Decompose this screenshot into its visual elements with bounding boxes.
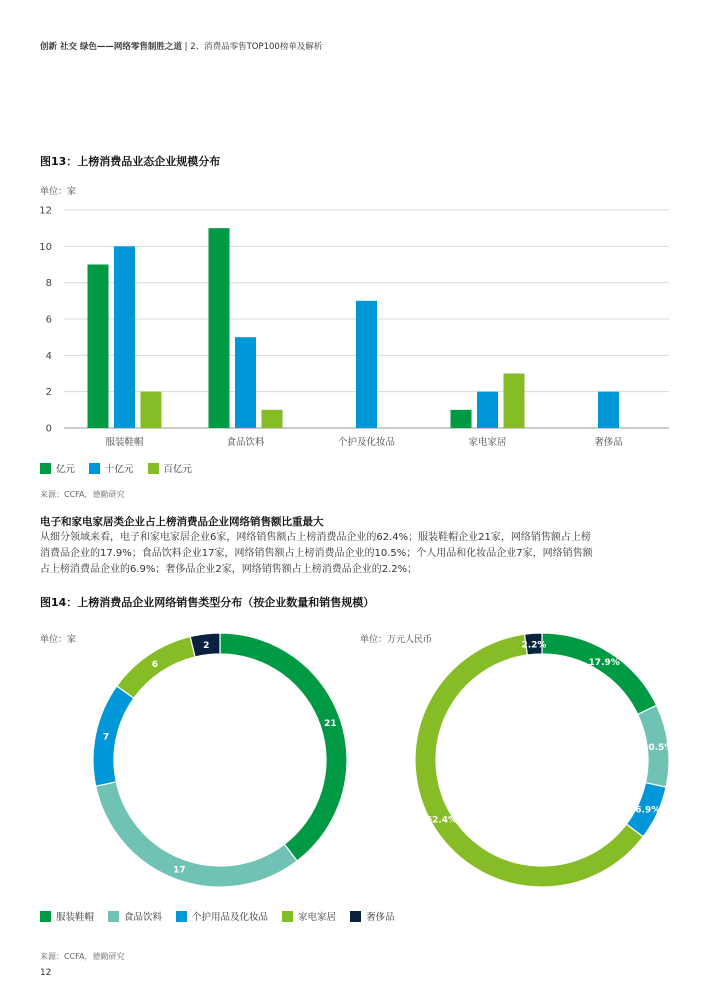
figure14-unit-right: 单位：万元人民币 (360, 635, 433, 645)
legend-swatch (89, 463, 100, 474)
donut-slice-label: 17.9% (588, 657, 620, 668)
bar (88, 265, 109, 429)
legend-item (282, 909, 336, 923)
y-tick-label: 2 (45, 387, 52, 399)
header-section: 2、消费品零售TOP100榜单及解析 (190, 42, 323, 52)
bar (262, 410, 283, 428)
donut-slice-label: 10.5% (642, 743, 674, 754)
legend-swatch (350, 911, 361, 922)
paragraph-line: 消费品企业的17.9%；食品饮料企业17家，网络销售额占上榜消费品企业的10.5%；个人用品和化妆品企业7家，网络销售额 (40, 548, 593, 559)
x-tick-label: 服装鞋帽 (105, 437, 144, 448)
header-separator: | (184, 42, 191, 52)
y-tick-label: 0 (45, 423, 52, 435)
bar (141, 392, 162, 428)
donut-chart-legend (40, 909, 395, 923)
legend-item (148, 461, 193, 475)
bar-chart (0, 195, 710, 460)
bar (504, 374, 525, 429)
x-tick-label: 个护及化妆品 (337, 437, 396, 448)
y-tick-label: 4 (45, 350, 52, 362)
donut-slice-label: 2.2% (521, 640, 547, 651)
bar (356, 301, 377, 428)
donut-slice-label: 17 (173, 865, 186, 876)
legend-item (350, 909, 395, 923)
legend-label: 服装鞋帽 (56, 912, 95, 923)
donut-slice-label: 7 (102, 732, 110, 743)
legend-swatch (108, 911, 119, 922)
legend-item (108, 909, 162, 923)
bar (451, 410, 472, 428)
legend-swatch (282, 911, 293, 922)
legend-item (176, 909, 268, 923)
bar (477, 392, 498, 428)
paragraph-line: 从细分领域来看，电子和家电家居企业6家，网络销售额占上榜消费品企业的62.4%；服装鞋帽企业21家，网络销售额占上榜 (40, 532, 591, 543)
donut-chart-count (80, 620, 360, 900)
x-tick-label: 食品饮料 (226, 437, 265, 448)
bar (209, 228, 230, 428)
bar (598, 392, 619, 428)
legend-item (89, 461, 134, 475)
donut-slice-label: 2 (203, 640, 210, 651)
x-tick-label: 家电家居 (468, 437, 507, 448)
bar (235, 337, 256, 428)
donut-slice-label: 6 (151, 659, 159, 670)
legend-label: 亿元 (56, 464, 76, 475)
bar-chart-legend (40, 461, 192, 475)
y-tick-label: 6 (45, 314, 52, 326)
legend-swatch (40, 463, 51, 474)
donut-slice-label: 21 (324, 719, 337, 730)
donut-slice (96, 782, 297, 887)
legend-item (40, 461, 75, 475)
legend-label: 奢侈品 (366, 912, 395, 923)
figure13-source: 来源：CCFA，德勤研究 (40, 490, 125, 499)
legend-swatch (148, 463, 159, 474)
x-tick-label: 奢侈品 (594, 437, 623, 448)
figure13-unit: 单位：家 (40, 187, 77, 197)
legend-swatch (40, 911, 51, 922)
donut-slice (93, 686, 134, 786)
figure13-title: 图13：上榜消费品业态企业规模分布 (40, 155, 221, 168)
figure14-title: 图14：上榜消费品企业网络销售类型分布（按企业数量和销售规模） (40, 596, 375, 609)
legend-swatch (176, 911, 187, 922)
page-number: 12 (40, 968, 52, 978)
legend-label: 百亿元 (163, 464, 193, 475)
donut-slice (542, 633, 657, 714)
donut-slice (220, 633, 347, 861)
y-tick-label: 10 (39, 241, 52, 253)
header-title: 创新 社交 绿色——网络零售制胜之道 (40, 42, 182, 52)
figure14-source: 来源：CCFA，德勤研究 (40, 952, 125, 961)
legend-label: 个护用品及化妆品 (192, 912, 269, 923)
legend-item (40, 909, 94, 923)
legend-label: 家电家居 (298, 912, 337, 923)
section-paragraph (40, 530, 680, 578)
donut-chart-sales (402, 620, 682, 900)
section-title: 电子和家电家居类企业占上榜消费品企业网络销售额比重最大 (40, 516, 324, 528)
donut-slice-label: 6.9% (635, 805, 661, 816)
donut-slice-label: 62.4% (425, 815, 458, 826)
paragraph-line: 占上榜消费品企业的6.9%；奢侈品企业2家，网络销售额占上榜消费品企业的2.2%； (40, 564, 418, 575)
legend-label: 十亿元 (105, 464, 134, 475)
page-header (40, 40, 322, 52)
bar (114, 246, 135, 428)
figure14-unit-left: 单位：家 (40, 635, 77, 645)
y-tick-label: 8 (45, 278, 52, 290)
legend-label: 食品饮料 (124, 912, 163, 923)
y-tick-label: 12 (39, 205, 52, 217)
